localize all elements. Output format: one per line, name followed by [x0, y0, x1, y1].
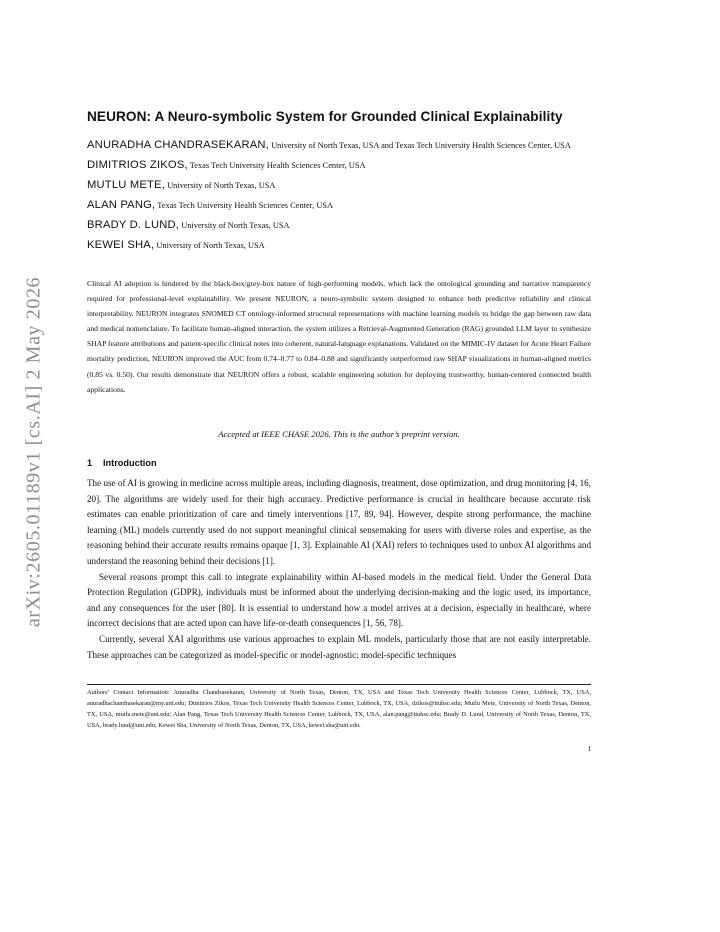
introduction-body [87, 476, 591, 663]
section-number: 1 [87, 458, 93, 468]
author-affiliation: University of North Texas, USA [181, 221, 290, 230]
arxiv-sidebar-stamp [14, 264, 54, 640]
author-name: BRADY D. LUND, [87, 219, 180, 231]
author-name: ALAN PANG, [87, 199, 156, 211]
author-entry [87, 238, 591, 253]
abstract: Clinical AI adoption is hindered by the black-box/grey-box nature of high-performing models, which lack the ontological grounding and narrative transparency required for professional-level explainability. We present NEURON, a neuro-symbolic system designed to enhance both predictive reliability and clinical interpretability. NEURON integrates SNOMED CT ontology-informed structural representations with machine learning models to bridge the gap between raw data and medical nomenclature. To facilitate human-aligned interaction, the system utilizes a Retrieval-Augmented Generation (RAG) grounded LLM layer to synthesize SHAP feature attributions and patient-specific clinical notes into coherent, natural-language explanations. Validated on the MIMIC-IV dataset for Acute Heart Failure mortality prediction, NEURON improved the AUC from 0.74–0.77 to 0.84–0.88 and significantly outperformed raw SHAP visualizations in human-aligned metrics (0.85 vs. 0.50). Our results demonstrate that NEURON offers a robust, scalable engineering solution for deploying trustworthy, human-centered connected health applications. [87, 279, 591, 394]
author-entry [87, 198, 591, 213]
author-entry [87, 178, 591, 193]
author-contact-footnote: Authors’ Contact Information: Anuradha Chandrasekaran, University of North Texas, Denton, TX, USA and Texas Tech University Health Sciences Center, Lubbock, TX, USA, anuradhachandrasekaran@my.unt.edu; Dimitrios Zikos, Texas Tech University Health Sciences Center, Lubbock, TX, USA, dzikos@ttuhsc.edu; Mutlu Mete, University of North Texas, Denton, TX, USA, mutlu.mete@unt.edu; Alan Pang, Texas Tech University Health Sciences Center, Lubbock, TX, USA, alan.pang@ttuhsc.edu; Brady D. Lund, University of North Texas, Denton, TX, USA, brady.lund@unt.edu; Kewei Sha, University of North Texas, Denton, TX, USA, kewei.sha@unt.edu. [87, 689, 591, 729]
author-list [87, 138, 591, 258]
author-affiliation: University of North Texas, USA [167, 181, 276, 190]
arxiv-identifier: arXiv:2605.01189v1 [cs.AI] 2 May 2026 [22, 276, 45, 628]
author-affiliation: University of North Texas, USA and Texas Tech University Health Sciences Center, USA [271, 141, 571, 150]
page-number: 1 [587, 745, 591, 753]
author-entry [87, 218, 591, 233]
author-name: KEWEI SHA, [87, 239, 155, 251]
acceptance-note: Accepted at IEEE CHASE 2026. This is the author’s preprint version. [218, 429, 460, 439]
author-affiliation: Texas Tech University Health Sciences Center, USA [189, 161, 366, 170]
author-name: MUTLU METE, [87, 179, 166, 191]
author-name: DIMITRIOS ZIKOS, [87, 159, 188, 171]
author-entry [87, 138, 591, 153]
paper-title: NEURON: A Neuro-symbolic System for Grounded Clinical Explainability [87, 109, 563, 124]
section-heading-introduction [87, 458, 157, 468]
author-entry [87, 158, 591, 173]
footnote-divider [87, 684, 591, 685]
body-paragraph: Several reasons prompt this call to integrate explainability within AI-based models in the medical field. Under the General Data Protection Regulation (GDPR), individuals must be informed about the underlying decision-making and the logic used, its importance, and any consequences for the user [80]. It is essential to understand how a model arrives at a decision, especially in healthcare, where incorrect decisions that are acted upon can have life-or-death consequences [1, 56, 78]. [87, 571, 591, 629]
author-affiliation: University of North Texas, USA [156, 241, 265, 250]
body-paragraph: Currently, several XAI algorithms use various approaches to explain ML models, particularly those that are not easily interpretable. These approaches can be categorized as model-specific or model-agnostic: model-specific techniques [87, 633, 591, 660]
body-paragraph: The use of AI is growing in medicine across multiple areas, including diagnosis, treatment, dose optimization, and drug monitoring [4, 16, 20]. The algorithms are widely used for their high accuracy. Predictive performance is crucial in healthcare because accurate risk estimates can enable prioritization of care and timely interventions [17, 89, 94]. However, despite strong performance, the machine learning (ML) models currently used do not support meaningful clinical sensemaking for users with diverse roles and expertise, as the reasoning behind their accurate results remains opaque [1, 3]. Explainable AI (XAI) refers to techniques used to unbox AI algorithms and understand the reasoning behind their decisions [1]. [87, 478, 591, 566]
author-name: ANURADHA CHANDRASEKARAN, [87, 139, 269, 151]
author-affiliation: Texas Tech University Health Sciences Center, USA [157, 201, 334, 210]
section-title: Introduction [103, 458, 157, 468]
